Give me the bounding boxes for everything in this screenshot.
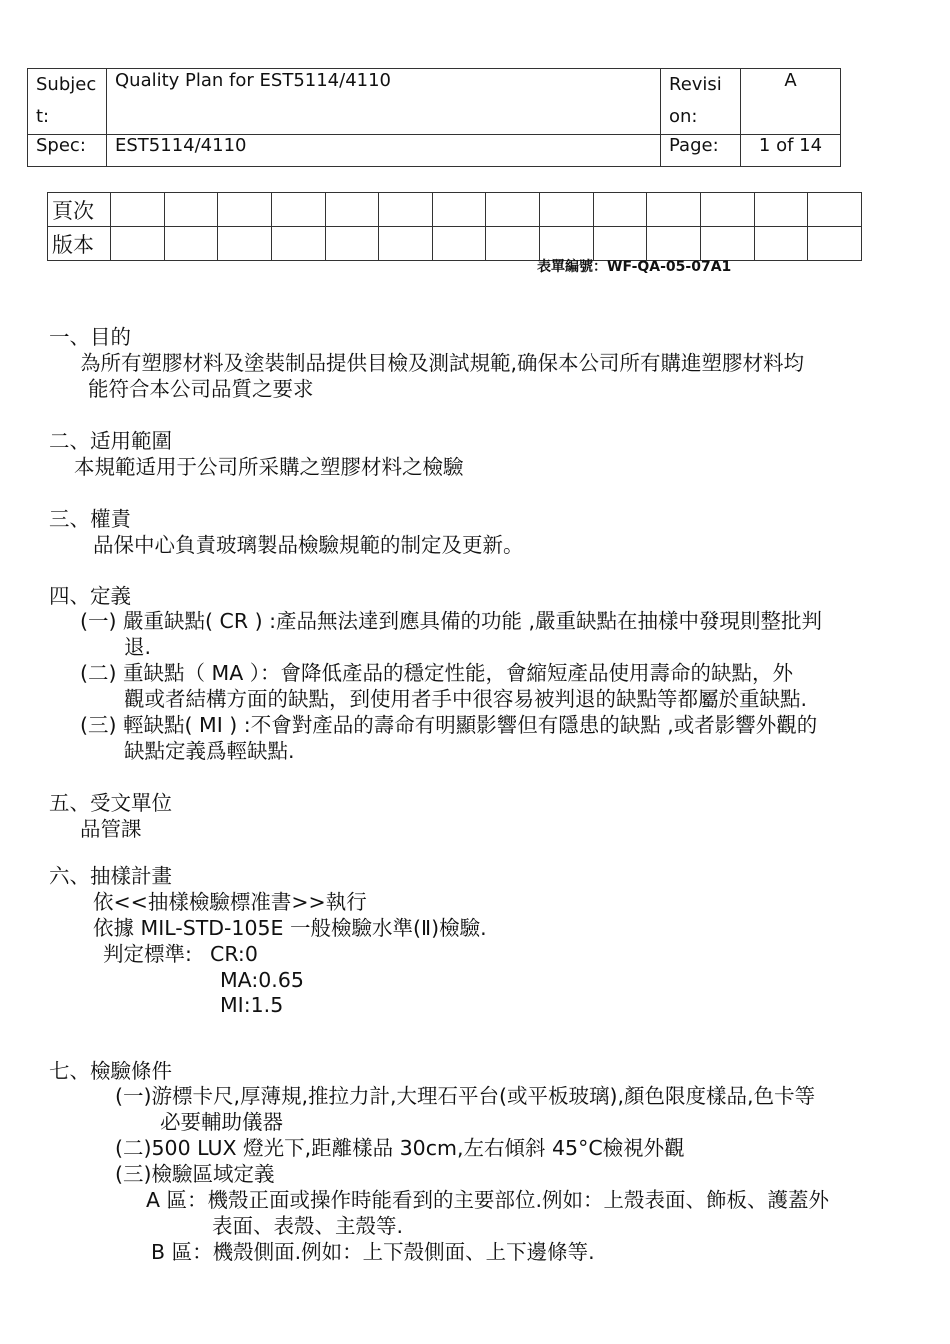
section-7-title: 七、檢驗條件 <box>49 1059 172 1083</box>
section-4-title: 四、定義 <box>49 584 131 608</box>
grid-cell <box>164 227 218 261</box>
version-row-label: 版本 <box>48 227 111 261</box>
criteria-mi: MI:1.5 <box>220 993 284 1017</box>
section-6-line-2: 依據 MIL-STD-105E 一般檢驗水準(Ⅱ)檢驗. <box>93 916 487 940</box>
section-6-title: 六、抽樣計畫 <box>49 864 172 888</box>
grid-cell <box>218 227 272 261</box>
grid-cell <box>540 193 594 227</box>
grid-cell <box>379 193 433 227</box>
grid-cell <box>808 193 862 227</box>
page-row <box>48 193 862 227</box>
grid-cell <box>808 227 862 261</box>
section-3-title: 三、權責 <box>49 507 131 531</box>
grid-cell <box>111 227 165 261</box>
section-6-line-1: 依<<抽樣檢驗標准書>>執行 <box>93 890 367 914</box>
page-label: Page: <box>661 135 741 167</box>
definition-major-line-2: 觀或者結構方面的缺點，到使用者手中很容易被判退的缺點等都屬於重缺點. <box>124 687 808 711</box>
grid-cell <box>325 227 379 261</box>
form-number: 表單編號：WF-QA-05-07A1 <box>537 259 732 275</box>
section-5-line-1: 品管課 <box>80 817 142 841</box>
subject-value: Quality Plan for EST5114/4110 <box>107 69 661 135</box>
zone-a-line-1: A 區：機殼正面或操作時能看到的主要部位.例如：上殼表面、飾板、護蓋外 <box>146 1188 830 1212</box>
grid-cell <box>164 193 218 227</box>
condition-1-line-1: (一)游標卡尺,厚薄規,推拉力計,大理石平台(或平板玻璃),顏色限度樣品,色卡等 <box>115 1084 816 1108</box>
grid-cell <box>754 227 808 261</box>
zone-b-line-1: B 區：機殼側面.例如：上下殼側面、上下邊條等. <box>151 1240 595 1264</box>
criteria-ma: MA:0.65 <box>220 968 304 992</box>
section-3-line-1: 品保中心負責玻璃製品檢驗規範的制定及更新。 <box>93 533 524 557</box>
section-5-title: 五、受文單位 <box>49 791 172 815</box>
grid-cell <box>271 193 325 227</box>
section-1-line-1: 為所有塑膠材料及塗裝制品提供目檢及測試規範,确保本公司所有購進塑膠材料均 <box>80 351 805 375</box>
condition-1-line-2: 必要輔助儀器 <box>160 1110 283 1134</box>
grid-cell <box>325 193 379 227</box>
subject-label: Subject: <box>28 69 107 135</box>
section-1-title: 一、目的 <box>49 325 131 349</box>
spec-value: EST5114/4110 <box>107 135 661 167</box>
page-value: 1 of 14 <box>741 135 841 167</box>
revision-value: A <box>741 69 841 135</box>
grid-cell <box>271 227 325 261</box>
version-row <box>48 227 862 261</box>
document-header-table <box>27 68 841 167</box>
criteria-label: 判定標準: <box>103 942 192 966</box>
grid-cell <box>218 193 272 227</box>
grid-cell <box>701 193 755 227</box>
section-2-line-1: 本規範适用于公司所采購之塑膠材料之檢驗 <box>74 455 464 479</box>
definition-major-line-1: (二) 重缺點（ MA ）：會降低產品的穩定性能，會縮短產品使用壽命的缺點，外 <box>80 661 794 685</box>
grid-cell <box>486 193 540 227</box>
grid-cell <box>379 227 433 261</box>
grid-cell <box>111 193 165 227</box>
revision-label: Revision: <box>661 69 741 135</box>
grid-cell <box>432 193 486 227</box>
definition-critical-line-1: (一) 嚴重缺點( CR ) :產品無法達到應具備的功能 ,嚴重缺點在抽樣中發現則整批判 <box>80 609 823 633</box>
definition-critical-line-2: 退. <box>124 635 152 659</box>
grid-cell <box>593 193 647 227</box>
definition-minor-line-1: (三) 輕缺點( MI ) :不會對產品的壽命有明顯影響但有隱患的缺點 ,或者影響外觀的 <box>80 713 818 737</box>
grid-cell <box>486 227 540 261</box>
grid-cell <box>432 227 486 261</box>
zone-a-line-2: 表面、表殼、主殼等. <box>212 1214 404 1238</box>
condition-3-line-1: (三)檢驗區域定義 <box>115 1162 275 1186</box>
definition-minor-line-2: 缺點定義爲輕缺點. <box>124 739 295 763</box>
grid-cell <box>754 193 808 227</box>
spec-label: Spec: <box>28 135 107 167</box>
page-row-label: 頁次 <box>48 193 111 227</box>
section-1-line-2: 能符合本公司品質之要求 <box>88 377 314 401</box>
revision-history-table <box>47 192 862 261</box>
section-2-title: 二、适用範圍 <box>49 429 172 453</box>
grid-cell <box>647 193 701 227</box>
criteria-cr: CR:0 <box>210 942 258 966</box>
condition-2-line-1: (二)500 LUX 燈光下,距離樣品 30cm,左右傾斜 45°C檢視外觀 <box>115 1136 685 1160</box>
